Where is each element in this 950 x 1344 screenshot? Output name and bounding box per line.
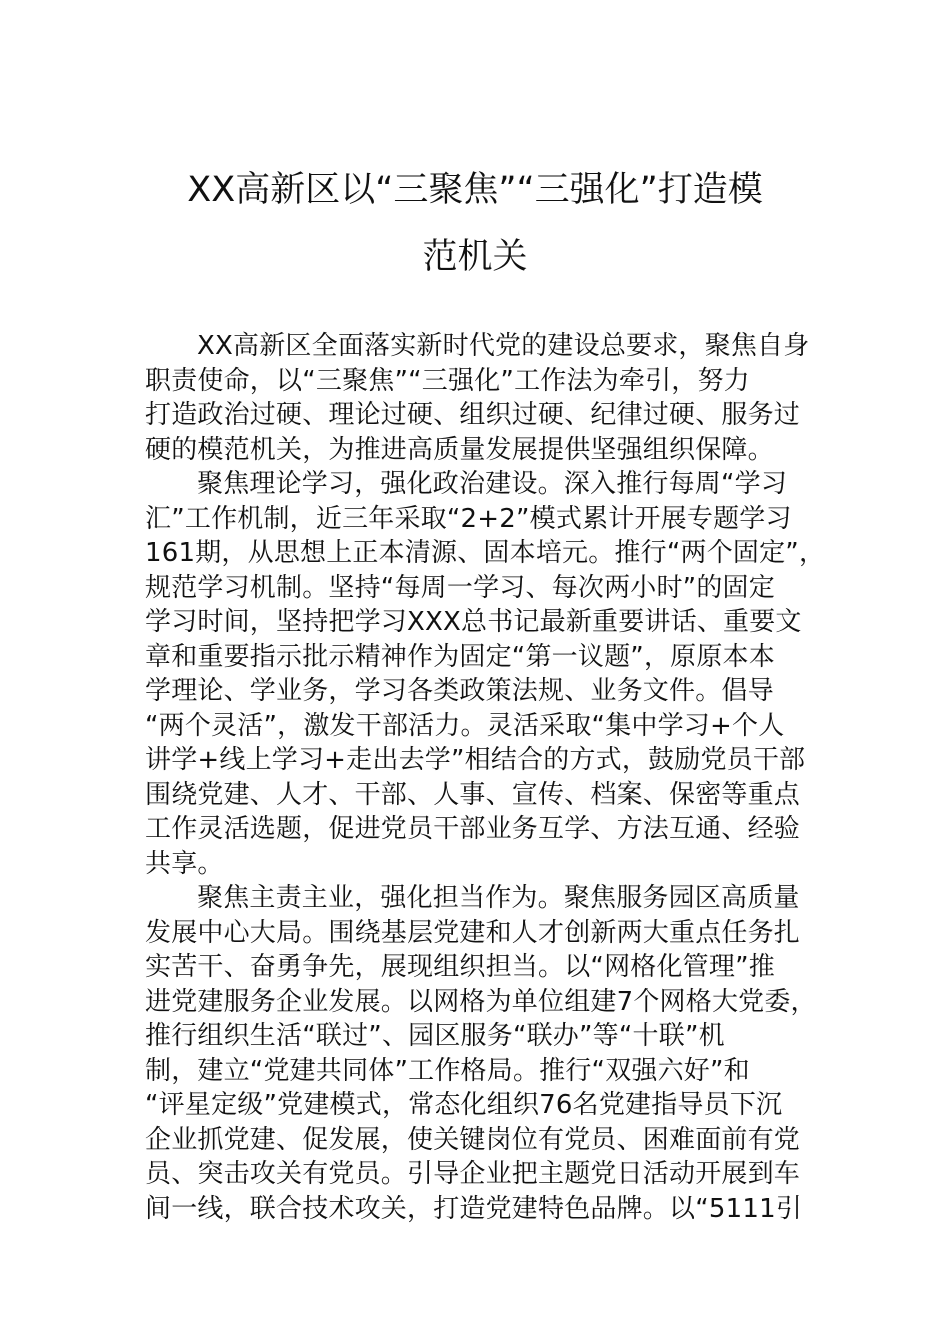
paragraph-2-line: 工作灵活选题，促进党员干部业务互学、方法互通、经验 xyxy=(145,814,801,844)
paragraph-3-line: 企业抓党建、促发展，使关键岗位有党员、困难面前有党 xyxy=(145,1124,801,1155)
paragraph-2-line: 围绕党建、人才、干部、人事、宣传、档案、保密等重点 xyxy=(145,779,801,810)
paragraph-2-line: 规范学习机制。坚持“每周一学习、每次两小时”的固定 xyxy=(145,572,775,603)
paragraph-1-line: 职责使命，以“三聚焦”“三强化”工作法为牵引，努力 xyxy=(145,365,750,396)
document-title-line-2: 范机关 xyxy=(422,237,528,277)
document-body xyxy=(145,329,825,1226)
paragraph-2-line: 聚焦理论学习，强化政治建设。深入推行每周“学习 xyxy=(197,469,788,499)
paragraph-2-line: 学习时间，坚持把学习XXX总书记最新重要讲话、重要文 xyxy=(145,607,802,637)
paragraph-3-line: 实苦干、奋勇争先，展现组织担当。以“网格化管理”推 xyxy=(145,952,775,982)
paragraph-2-line: 161期，从思想上正本清源、固本培元。推行“两个固定”， xyxy=(145,538,826,568)
paragraph-3-line: “评星定级”党建模式，常态化组织76名党建指导员下沉 xyxy=(145,1090,783,1120)
paragraph-1-line: 打造政治过硬、理论过硬、组织过硬、纪律过硬、服务过 xyxy=(145,400,801,430)
paragraph-1-line: XX高新区全面落实新时代党的建设总要求，聚焦自身 xyxy=(197,331,810,361)
paragraph-2-line: 章和重要指示批示精神作为固定“第一议题”，原原本本 xyxy=(145,641,775,672)
paragraph-3-line: 发展中心大局。围绕基层党建和人才创新两大重点任务扎 xyxy=(145,917,801,948)
paragraph-3-line: 推行组织生活“联过”、园区服务“联办”等“十联”机 xyxy=(145,1021,725,1051)
paragraph-2-line: 学理论、学业务，学习各类政策法规、业务文件。倡导 xyxy=(145,676,774,706)
paragraph-1-line: 硬的模范机关，为推进高质量发展提供坚强组织保障。 xyxy=(145,434,774,465)
paragraph-3-line: 员、突击攻关有党员。引导企业把主题党日活动开展到车 xyxy=(145,1159,801,1189)
paragraph-2-line: “两个灵活”，激发干部活力。灵活采取“集中学习+个人 xyxy=(145,710,785,741)
paragraph-3-line: 间一线，联合技术攻关，打造党建特色品牌。以“5111引 xyxy=(145,1193,803,1224)
paragraph-2-line: 汇”工作机制，近三年采取“2+2”模式累计开展专题学习 xyxy=(145,503,792,534)
document-title-line-1: XX高新区以“三聚焦”“三强化”打造模 xyxy=(187,170,763,210)
paragraph-3-line: 进党建服务企业发展。以网格为单位组建7个网格大党委， xyxy=(145,986,817,1017)
paragraph-3-line: 制，建立“党建共同体”工作格局。推行“双强六好”和 xyxy=(145,1055,750,1086)
paragraph-3-line: 聚焦主责主业，强化担当作为。聚焦服务园区高质量 xyxy=(197,883,800,913)
paragraph-2-line: 讲学+线上学习+走出去学”相结合的方式，鼓励党员干部 xyxy=(145,745,806,775)
paragraph-2-line: 共享。 xyxy=(145,848,224,879)
